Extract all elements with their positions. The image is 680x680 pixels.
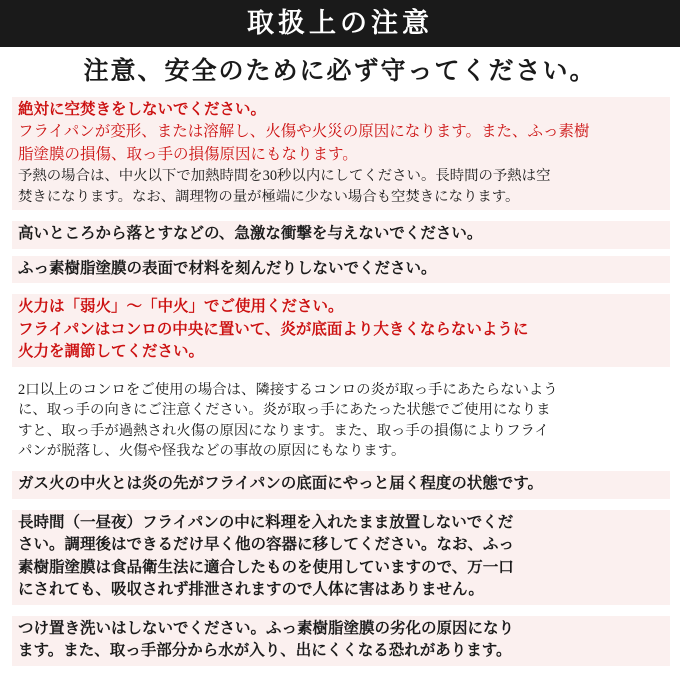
spacer [12, 501, 670, 510]
warning-sections [0, 97, 680, 666]
warning-line: フライパンが変形、または溶解し、火傷や火災の原因になります。また、ふっ素樹 [18, 123, 590, 141]
warning-line: フライパンはコンロの中央に置いて、炎が底面より大きくならないように [18, 320, 529, 338]
warning-line: パンが脱落し、火傷や怪我などの事故の原因にもなります。 [18, 443, 406, 460]
warning-section-soaking [12, 616, 670, 666]
warning-line: 予熱の場合は、中火以下で加熱時間を30秒以内にしてください。長時間の予熱は空 [18, 168, 551, 185]
warning-line: 火力を調節してください。 [18, 343, 205, 361]
warning-line: 焚きになります。なお、調理物の量が極端に少ない場合も空焚きになります。 [18, 188, 520, 205]
warning-line: ます。また、取っ手部分から水が入り、出にくくなる恐れがあります。 [18, 642, 512, 660]
warning-section-gas-medium-flame [12, 471, 670, 498]
warning-section-multi-burner [12, 378, 670, 465]
warning-line: 長時間（一昼夜）フライパンの中に料理を入れたまま放置しないでくだ [18, 513, 514, 531]
warning-line: 2口以上のコンロをご使用の場合は、隣接するコンロの炎が取っ手にあたらないよう [18, 381, 558, 398]
warning-line: ふっ素樹脂塗膜の表面で材料を刻んだりしないでください。 [18, 259, 437, 277]
warning-line: 素樹脂塗膜は食品衛生法に適合したものを使用していますので、万一口 [18, 558, 514, 576]
warning-line: 絶対に空焚きをしないでください。 [18, 101, 267, 118]
warning-section-coating [12, 256, 670, 283]
warning-line: ガス火の中火とは炎の先がフライパンの底面にやっと届く程度の状態です。 [18, 475, 543, 493]
warning-section-karadaki [12, 97, 670, 210]
title-bar [0, 0, 680, 47]
page-title: 取扱上の注意 [247, 8, 433, 38]
page-subtitle: 注意、安全のために必ず守ってください。 [83, 58, 597, 85]
warning-line: 脂塗膜の損傷、取っ手の損傷原因にもなります。 [18, 145, 358, 163]
warning-line: に、取っ手の向きにご注意ください。炎が取っ手にあたった状態でご使用になりま [18, 402, 551, 419]
spacer [12, 212, 670, 221]
warning-line: 高いところから落とすなどの、急激な衝撃を与えないでください。 [18, 225, 483, 243]
warning-line: すと、取っ手が過熱され火傷の原因になります。また、取っ手の損傷によりフライ [18, 422, 549, 439]
warning-section-impact [12, 221, 670, 248]
warning-section-long-storage [12, 510, 670, 605]
warning-line: にされても、吸収されず排泄されますので人体に害はありません。 [18, 581, 484, 599]
warning-line: つけ置き洗いはしないでください。ふっ素樹脂塗膜の劣化の原因になり [18, 619, 515, 637]
spacer [12, 369, 670, 378]
spacer [12, 607, 670, 616]
warning-section-flame-strength [12, 294, 670, 366]
warning-line: 火力は「弱火」〜「中火」でご使用ください。 [18, 298, 344, 316]
spacer [12, 285, 670, 294]
warning-line: さい。調理後はできるだけ早く他の容器に移してください。なお、ふっ [18, 536, 515, 554]
